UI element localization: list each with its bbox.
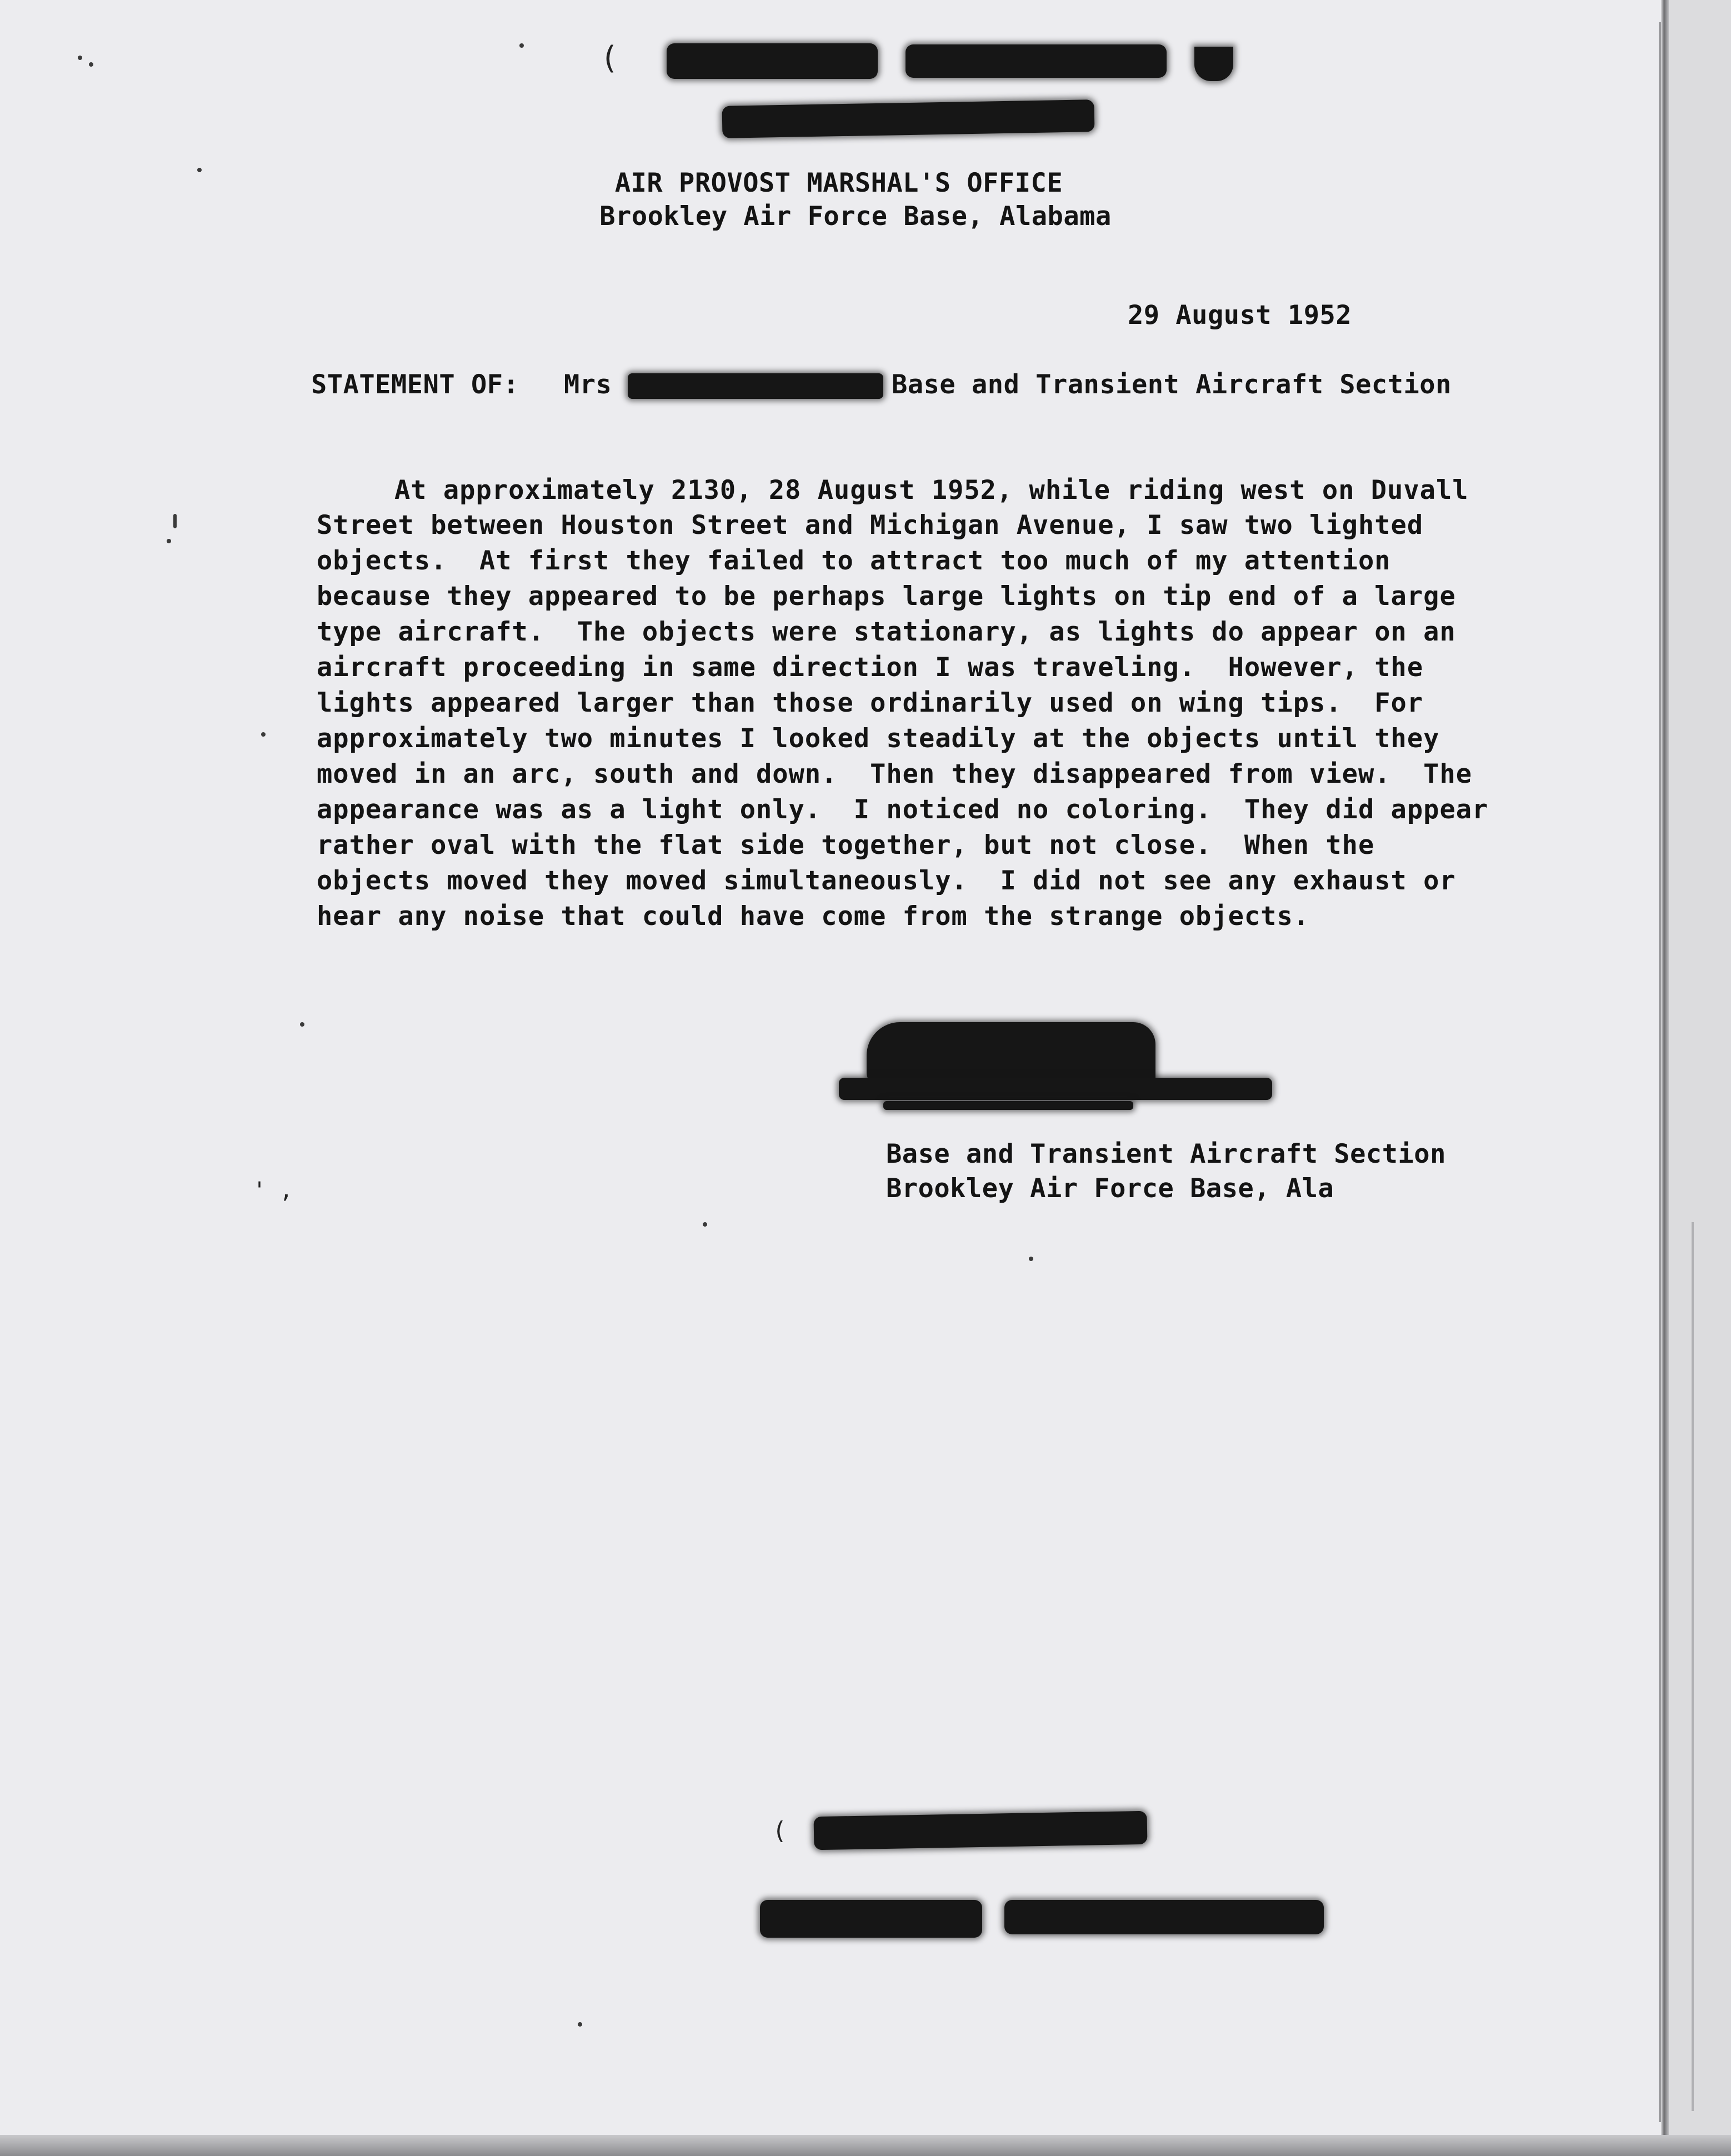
speck: [167, 539, 171, 543]
signature-section: Base and Transient Aircraft Section: [886, 1139, 1446, 1169]
scan-edge-bottom: [0, 2135, 1731, 2156]
speck: [89, 62, 93, 67]
letterhead-office: AIR PROVOST MARSHAL'S OFFICE: [614, 168, 1063, 198]
paren-mark: (: [772, 1817, 787, 1845]
speck: [300, 1022, 304, 1027]
signature-redaction: [883, 1101, 1133, 1110]
redaction-bar: [667, 43, 878, 79]
body-line: because they appeared to be perhaps large lights on tip end of a large: [317, 581, 1456, 612]
statement-date: 29 August 1952: [1128, 300, 1352, 331]
statement-label: STATEMENT OF:: [311, 369, 519, 400]
body-line: hear any noise that could have come from the strange objects.: [317, 901, 1310, 932]
body-line: objects moved they moved simultaneously. I did not see any exhaust or: [317, 866, 1456, 896]
redaction-bar: [628, 373, 883, 399]
statement-honorific: Mrs: [564, 369, 612, 400]
body-line: objects. At first they failed to attract too much of my attention: [317, 546, 1391, 576]
comma-marks: ' ,: [253, 1178, 293, 1203]
redaction-bar: [760, 1900, 982, 1938]
speck: [78, 56, 82, 60]
body-line: rather oval with the flat side together, but not close. When the: [317, 830, 1375, 861]
speck: [173, 514, 177, 528]
body-line: At approximately 2130, 28 August 1952, while riding west on Duvall: [394, 475, 1469, 506]
scan-line: [1659, 22, 1661, 2122]
body-line: lights appeared larger than those ordinarily used on wing tips. For: [317, 688, 1424, 718]
scan-line: [1692, 1222, 1694, 2111]
redaction-bar: [1194, 47, 1233, 81]
paren-mark: (: [600, 40, 619, 76]
redaction-bar: [722, 99, 1095, 138]
body-line: Street between Houston Street and Michigan Avenue, I saw two lighted: [317, 510, 1424, 541]
body-line: aircraft proceeding in same direction I was traveling. However, the: [317, 652, 1424, 683]
speck: [197, 168, 202, 172]
body-line: moved in an arc, south and down. Then they disappeared from view. The: [317, 759, 1473, 789]
redaction-bar: [905, 44, 1167, 78]
letterhead-base: Brookley Air Force Base, Alabama: [599, 201, 1112, 232]
speck: [519, 43, 524, 48]
speck: [1029, 1257, 1033, 1261]
scan-edge-right: [1661, 0, 1669, 2156]
statement-section: Base and Transient Aircraft Section: [892, 369, 1452, 400]
redaction-bar: [814, 1811, 1148, 1850]
speck: [703, 1222, 707, 1227]
body-line: appearance was as a light only. I noticed no coloring. They did appear: [317, 794, 1489, 825]
body-line: type aircraft. The objects were stationary, as lights do appear on an: [317, 617, 1456, 647]
signature-base: Brookley Air Force Base, Ala: [886, 1173, 1334, 1204]
scan-margin: [1669, 0, 1731, 2156]
body-line: approximately two minutes I looked steadily at the objects until they: [317, 723, 1440, 754]
speck: [261, 732, 266, 737]
redaction-bar: [1004, 1900, 1324, 1934]
signature-redaction: [839, 1078, 1272, 1100]
speck: [578, 2022, 582, 2027]
